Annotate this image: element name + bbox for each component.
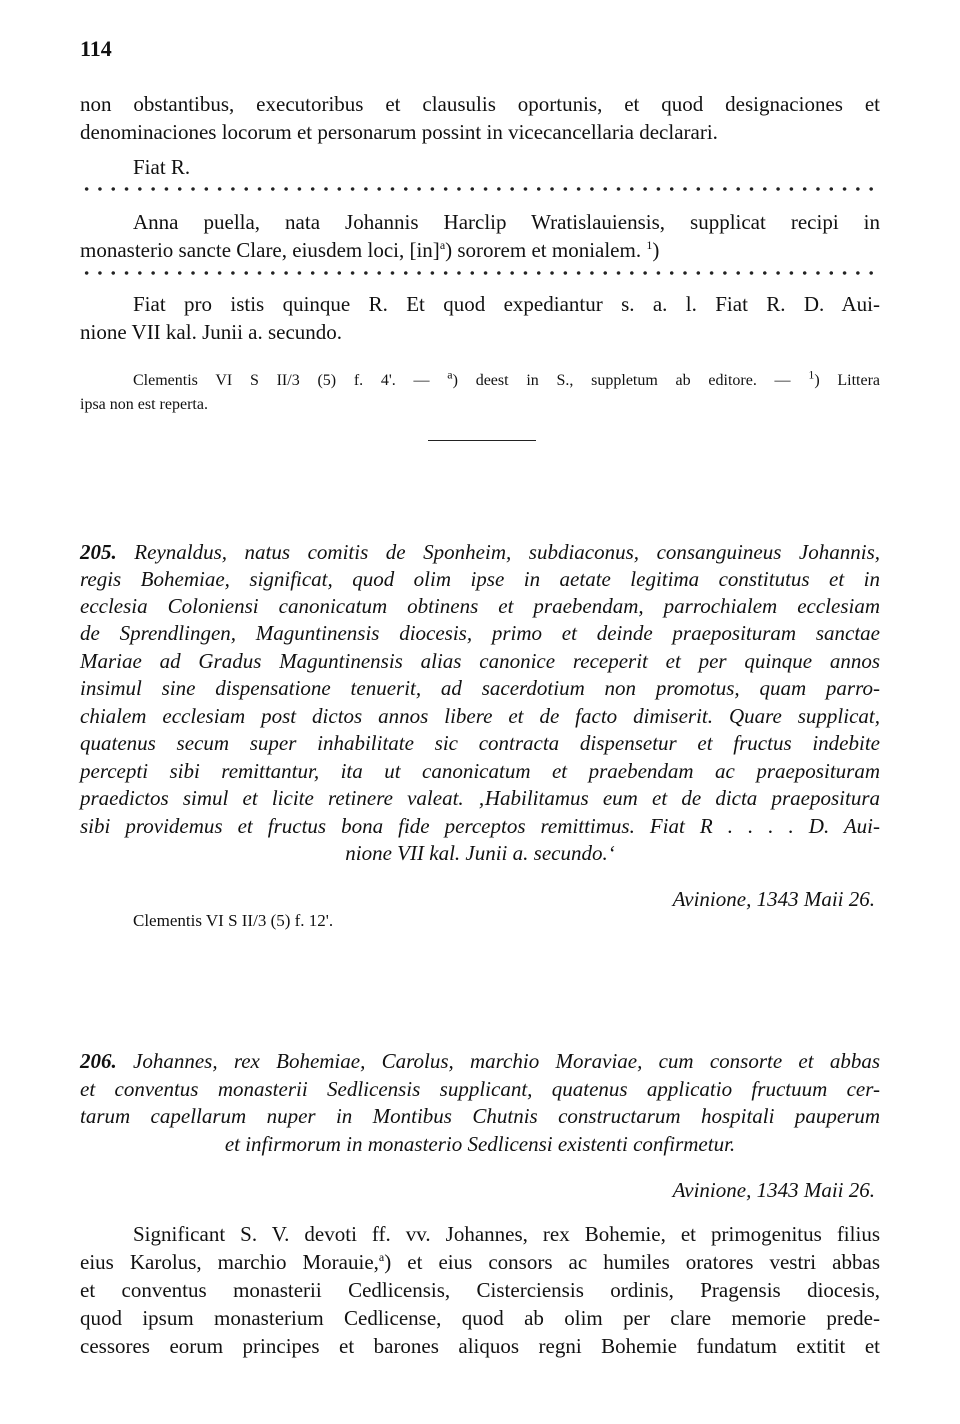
entry-206-body-line: et conventus monasterii Cedlicensis, Cisterciensis ordinis, Pragensis diocesis,	[80, 1278, 880, 1302]
text-line: Fiat pro istis quinque R. Et quod expediantur s. a. l. Fiat R. D. Aui-	[133, 292, 880, 316]
entry-206-body-line: Significant S. V. devoti ff. vv. Johannes, rex Bohemie, et primogenitus filius	[133, 1222, 880, 1246]
entry-206-body-line: quod ipsum monasterium Cedlicense, quod ab olim per clare memorie prede-	[80, 1306, 880, 1330]
entry-205-line: ecclesia Coloniensi canonicatum obtinens et praebendam, parrochialem ecclesiam	[80, 594, 880, 618]
page-number: 114	[80, 36, 112, 61]
footnote-line: ipsa non est reperta.	[80, 396, 208, 413]
entry-205-line: chialem ecclesiam post dictos annos libere et de facto dimiserit. Quare supplicat,	[80, 704, 880, 728]
entry-number: 206.	[80, 1049, 117, 1073]
entry-205-line: quatenus secum super inhabilitate sic contracta dispensetur et fructus indebite	[80, 731, 880, 755]
footnote-line: Clementis VI S II/3 (5) f. 4'. — $^a$) deest in S., suppletum ab editore. — $^1$) Littera	[133, 367, 881, 389]
entry-205-line: insimul sine dispensatione tenuerit, ad sacerdotium non promotus, quam parro-	[80, 676, 880, 700]
entry-205-source: Clementis VI S II/3 (5) f. 12'.	[133, 911, 334, 930]
entry-205-line: nione VII kal. Junii a. secundo.‘	[345, 841, 615, 865]
entry-206-line: et conventus monasterii Sedlicensis supplicant, quatenus applicatio fructuum cer-	[80, 1077, 880, 1101]
entry-205-line: 205. Reynaldus, natus comitis de Sponheim, subdiaconus, consanguineus Johannis,	[80, 540, 881, 564]
footnote-marker: a	[439, 238, 446, 252]
entry-205-line: regis Bohemiae, significat, quod olim ipse in aetate legitima constitutus et in	[80, 567, 880, 591]
entry-number: 205.	[80, 540, 117, 564]
entry-205-line: de Sprendlingen, Maguntinensis diocesis, primo et deinde praeposituram sanctae	[80, 621, 880, 645]
entry-206-line: tarum capellarum nuper in Montibus Chutnis constructarum hospitali pauperum	[80, 1104, 880, 1128]
entry-205-line: praedictos simul et licite retinere valeat. ‚Habilitamus eum et de dicta praepositura	[80, 786, 880, 810]
entry-206-date: Avinione, 1343 Maii 26.	[672, 1178, 875, 1202]
footnote-marker: a	[378, 1250, 385, 1264]
text-line: nione VII kal. Junii a. secundo.	[80, 320, 343, 344]
entry-205-line: percepti sibi remittantur, ita ut canonicatum et praebendam ac praeposituram	[80, 759, 880, 783]
entry-206-line: et infirmorum in monasterio Sedlicensi existenti confirmetur.	[224, 1132, 736, 1156]
entry-205-date: Avinione, 1343 Maii 26.	[672, 887, 875, 911]
entry-205-line: Mariae ad Gradus Maguntinensis alias canonice receperit et per quinque annos	[80, 649, 880, 673]
text-line: denominaciones locorum et personarum possint in vicecancellaria declarari.	[80, 120, 718, 144]
fiat-line: Fiat R.	[133, 155, 191, 179]
text-line: monasterio sancte Clare, eiusdem loci, [in]$^a$) sororem et monialem. $^1$)	[80, 238, 660, 262]
entry-206-body-line: eius Karolus, marchio Morauie,$^a$) et eius consors ac humiles oratores vestri abbas	[80, 1250, 880, 1274]
text-line: Anna puella, nata Johannis Harclip Wratislauiensis, supplicat recipi in	[133, 210, 880, 234]
footnote-marker: 1	[646, 238, 653, 252]
ellipsis-divider	[80, 186, 880, 192]
text-line: non obstantibus, executoribus et clausulis oportunis, et quod designaciones et	[80, 92, 880, 116]
entry-206-line: 206. Johannes, rex Bohemiae, Carolus, marchio Moraviae, cum consorte et abbas	[80, 1049, 881, 1073]
section-rule	[428, 440, 536, 441]
entry-206-body-line: cessores eorum principes et barones aliquos regni Bohemie fundatum extitit et	[80, 1334, 880, 1358]
ellipsis-divider	[80, 270, 880, 276]
entry-205-line: sibi providemus et fructus bona fide perceptos remittimus. Fiat R . . . . D. Aui-	[80, 814, 880, 838]
